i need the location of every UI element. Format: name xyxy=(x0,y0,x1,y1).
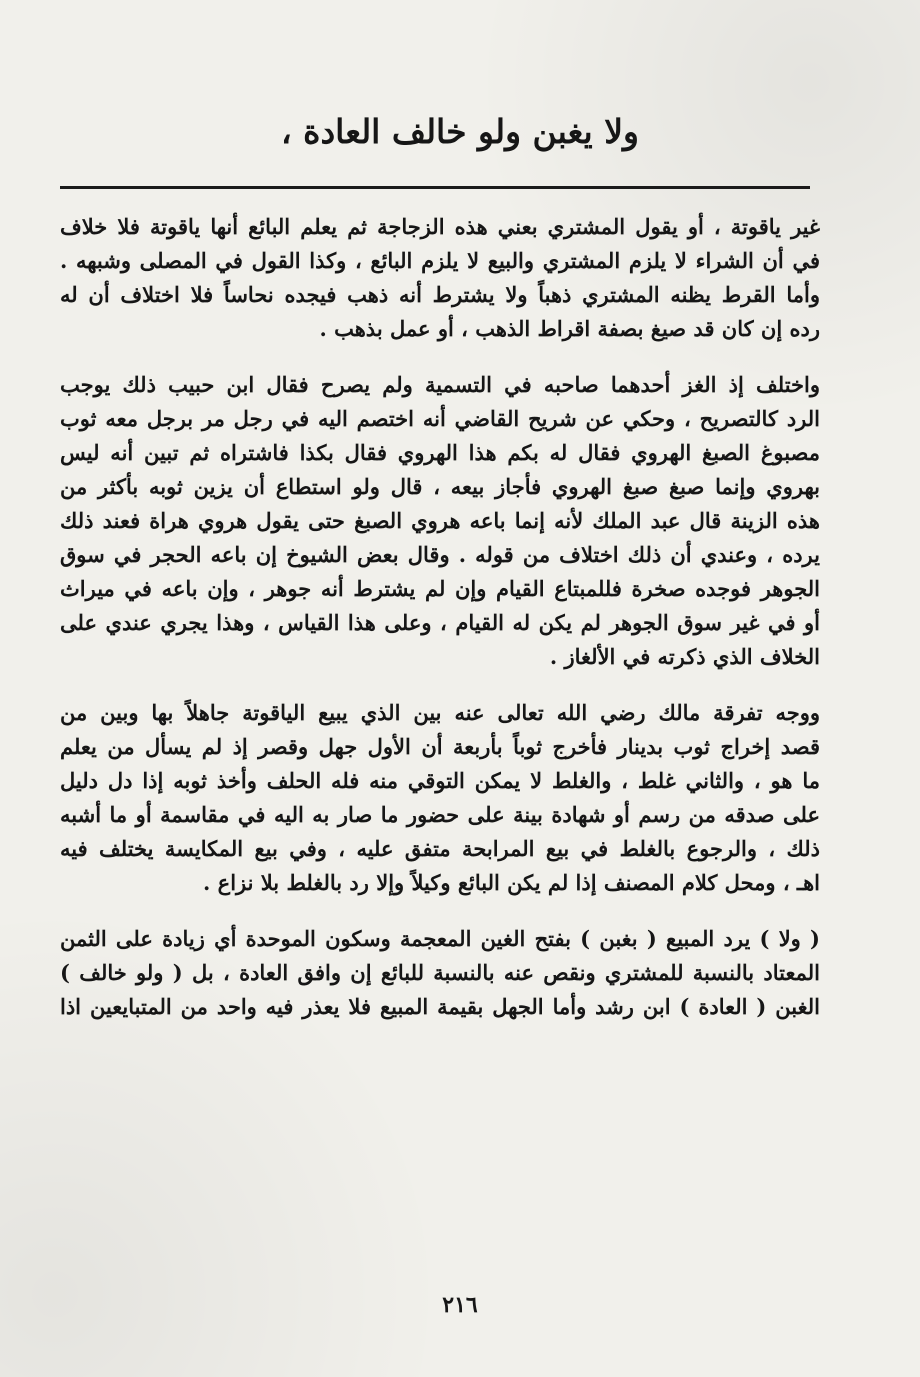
page-body xyxy=(60,210,820,1046)
text-line: على صدقه من رسم أو شهادة بينة على حضور ما صار به اليه في مقاسمة أو ما أشبه xyxy=(60,802,820,827)
text-line: الخلاف الذي ذكرته في الألغاز . xyxy=(549,644,820,669)
text-line: الرد كالتصريح ، وحكي عن شريح القاضي أنه اختصم اليه في رجل مر برجل معه ثوب xyxy=(60,406,820,431)
text-line: أو في غير سوق الجوهر لم يكن له القيام ، وعلى هذا القياس ، وهذا يجري عندي على xyxy=(60,610,820,635)
text-line: غير ياقوتة ، أو يقول المشتري بعني هذه الزجاجة ثم يعلم البائع أنها ياقوتة فلا خلاف xyxy=(60,214,820,239)
text-line: الجوهر فوجده صخرة فللمبتاع القيام وإن لم يشترط أنه جوهر ، وإن باعه في ميراث xyxy=(60,576,820,601)
heading-divider xyxy=(60,186,810,189)
text-line: واختلف إذ الغز أحدهما صاحبه في التسمية ولم يصرح فقال ابن حبيب ذلك يوجب xyxy=(60,372,820,397)
text-line: يرده ، وعندي أن ذلك اختلاف من قوله . وقال بعض الشيوخ إن باعه الحجر في سوق xyxy=(60,542,820,567)
paragraph-2 xyxy=(60,368,820,674)
text-line: وأما القرط يظنه المشتري ذهباً ولا يشترط أنه ذهب فيجده نحاساً فلا اختلاف أن له xyxy=(60,282,820,307)
text-line: في أن الشراء لا يلزم المشتري والبيع لا يلزم البائع ، وكذا القول في المصلى وشبهه . xyxy=(60,248,820,273)
text-line: هذه الزينة قال عبد الملك لأنه إنما باعه هروي الصبغ حتى يقول هروي هراة فعند ذلك xyxy=(60,508,820,533)
text-line: الغبن ( العادة ) ابن رشد وأما الجهل بقيمة المبيع فلا يعذر فيه واحد من المتبايعين اذا xyxy=(60,994,820,1019)
paragraph-4 xyxy=(60,922,820,1024)
text-line: اهـ ، ومحل كلام المصنف إذا لم يكن البائع وكيلاً وإلا رد بالغلط بلا نزاع . xyxy=(203,870,820,895)
page-heading: ولا يغبن ولو خالف العادة ، xyxy=(281,112,639,151)
text-line: رده إن كان قد صيغ بصفة اقراط الذهب ، أو عمل بذهب . xyxy=(319,316,820,341)
text-line: مصبوغ الصبغ الهروي فقال له بكم هذا الهروي فقال بكذا فاشتراه ثم تبين أنه ليس xyxy=(60,440,820,465)
text-line: قصد إخراج ثوب بدينار فأخرج ثوباً بأربعة أن الأول جهل وقصر إذ لم يسأل من يعلم xyxy=(60,734,820,759)
text-line: ووجه تفرقة مالك رضي الله تعالى عنه بين الذي يبيع الياقوتة جاهلاً بها وبين من xyxy=(60,700,820,725)
page-number: ٢١٦ xyxy=(442,1292,478,1318)
text-line: المعتاد بالنسبة للمشتري ونقص عنه بالنسبة للبائع إن وافق العادة ، بل ( ولو خالف ) xyxy=(60,960,820,985)
paragraph-1 xyxy=(60,210,820,346)
text-line: ما هو ، والثاني غلط ، والغلط لا يمكن التوقي منه فله الحلف وأخذ ثوبه إذا دل دليل xyxy=(60,768,820,793)
text-line: بهروي وإنما صبغ صبغ الهروي فأجاز بيعه ، قال ولو استطاع أن يزين ثوبه بأكثر من xyxy=(60,474,820,499)
paragraph-3 xyxy=(60,696,820,900)
text-line: ذلك ، والرجوع بالغلط في بيع المرابحة متفق عليه ، وفي بيع المكايسة يختلف فيه xyxy=(60,836,820,861)
text-line: ( ولا ) يرد المبيع ( بغبن ) بفتح الغين المعجمة وسكون الموحدة أي زيادة على الثمن xyxy=(60,926,820,951)
